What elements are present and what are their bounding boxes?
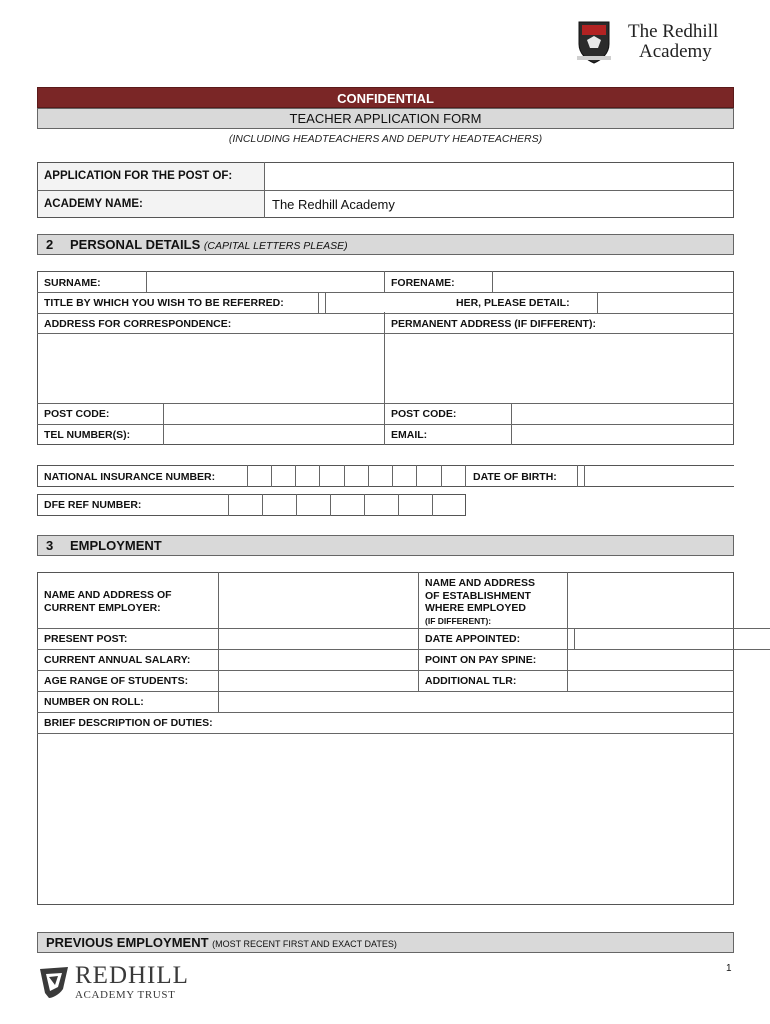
- personal-details-header: [37, 234, 734, 255]
- present-post-label: PRESENT POST:: [44, 633, 128, 645]
- ni-cell[interactable]: [393, 466, 415, 486]
- dob-label: DATE OF BIRTH:: [473, 471, 557, 483]
- establishment-label-line-3: WHERE EMPLOYED: [425, 602, 526, 614]
- ni-cell[interactable]: [296, 466, 318, 486]
- employer-label: [44, 589, 172, 615]
- roll-label: NUMBER ON ROLL:: [44, 696, 144, 708]
- pay-spine-label: POINT ON PAY SPINE:: [425, 654, 537, 666]
- employment-header: [37, 535, 734, 556]
- post-input[interactable]: [266, 164, 732, 189]
- surname-label: SURNAME:: [44, 277, 101, 289]
- ni-cell[interactable]: [248, 466, 270, 486]
- trust-name: REDHILL: [75, 962, 189, 989]
- title-input[interactable]: [326, 293, 458, 312]
- post-code-label-2: POST CODE:: [391, 408, 457, 420]
- ni-label: NATIONAL INSURANCE NUMBER:: [44, 471, 216, 483]
- brand-name: [628, 22, 718, 62]
- dfe-label: DFE REF NUMBER:: [44, 499, 142, 511]
- title-refer-label: TITLE BY WHICH YOU WISH TO BE REFERRED:: [44, 297, 284, 309]
- section-number: 3: [46, 538, 54, 553]
- ni-cell[interactable]: [369, 466, 391, 486]
- section-title: EMPLOYMENT: [70, 538, 162, 553]
- employer-label-line-2: CURRENT EMPLOYER:: [44, 602, 161, 614]
- section-title: PREVIOUS EMPLOYMENT: [46, 935, 209, 950]
- email-label: EMAIL:: [391, 429, 428, 441]
- ni-cell[interactable]: [272, 466, 294, 486]
- duties-input[interactable]: [38, 734, 733, 904]
- date-appointed-label: DATE APPOINTED:: [425, 633, 521, 645]
- duties-label: BRIEF DESCRIPTION OF DUTIES:: [44, 717, 213, 729]
- academy-label: ACADEMY NAME:: [44, 198, 143, 210]
- ni-cell[interactable]: [442, 466, 464, 486]
- establishment-label: [425, 577, 535, 627]
- ni-cell[interactable]: [320, 466, 343, 486]
- confidential-banner: CONFIDENTIAL: [37, 87, 734, 108]
- previous-employment-header: [37, 932, 734, 953]
- dfe-cell[interactable]: [229, 495, 261, 515]
- age-range-label: AGE RANGE OF STUDENTS:: [44, 675, 189, 687]
- address-label: ADDRESS FOR CORRESPONDENCE:: [44, 318, 232, 330]
- ni-cell[interactable]: [345, 466, 367, 486]
- post-label: APPLICATION FOR THE POST OF:: [44, 170, 233, 182]
- section-title: PERSONAL DETAILS: [70, 237, 201, 252]
- trust-shield-icon: [37, 965, 71, 999]
- form-title: TEACHER APPLICATION FORM: [37, 108, 734, 129]
- post-code-label-1: POST CODE:: [44, 408, 110, 420]
- other-detail-label: HER, PLEASE DETAIL:: [456, 297, 570, 309]
- section-number: 2: [46, 237, 54, 252]
- page-number: 1: [726, 963, 732, 974]
- employer-label-line-1: NAME AND ADDRESS OF: [44, 589, 172, 601]
- academy-crest-icon: [577, 18, 611, 64]
- form-subtitle: (INCLUDING HEADTEACHERS AND DEPUTY HEADTEACHERS): [228, 133, 543, 145]
- section-note: (MOST RECENT FIRST AND EXACT DATES): [212, 939, 397, 949]
- tlr-label: ADDITIONAL TLR:: [425, 675, 517, 687]
- ni-divider: [465, 465, 466, 487]
- establishment-label-line-4: (IF DIFFERENT):: [425, 615, 492, 626]
- dfe-cell[interactable]: [263, 495, 295, 515]
- dfe-cell[interactable]: [399, 495, 431, 515]
- dfe-cell[interactable]: [331, 495, 363, 515]
- brand-line-2: Academy: [639, 41, 712, 62]
- trust-subname: ACADEMY TRUST: [75, 989, 176, 1001]
- dfe-cell[interactable]: [297, 495, 329, 515]
- forename-label: FORENAME:: [391, 277, 455, 289]
- dfe-cell[interactable]: [365, 495, 397, 515]
- trust-logo: [37, 963, 197, 1003]
- academy-value[interactable]: The Redhill Academy: [272, 197, 395, 212]
- salary-label: CURRENT ANNUAL SALARY:: [44, 654, 191, 666]
- brand-line-1: The Redhill: [628, 21, 719, 42]
- dfe-divider: [432, 494, 433, 516]
- establishment-label-line-2: OF ESTABLISHMENT: [425, 589, 531, 602]
- section-note: (CAPITAL LETTERS PLEASE): [203, 240, 348, 252]
- tel-label: TEL NUMBER(S):: [44, 429, 131, 441]
- ni-cell[interactable]: [417, 466, 440, 486]
- establishment-label-line-1: NAME AND ADDRESS: [425, 577, 536, 589]
- perm-address-label: PERMANENT ADDRESS (IF DIFFERENT):: [391, 318, 596, 330]
